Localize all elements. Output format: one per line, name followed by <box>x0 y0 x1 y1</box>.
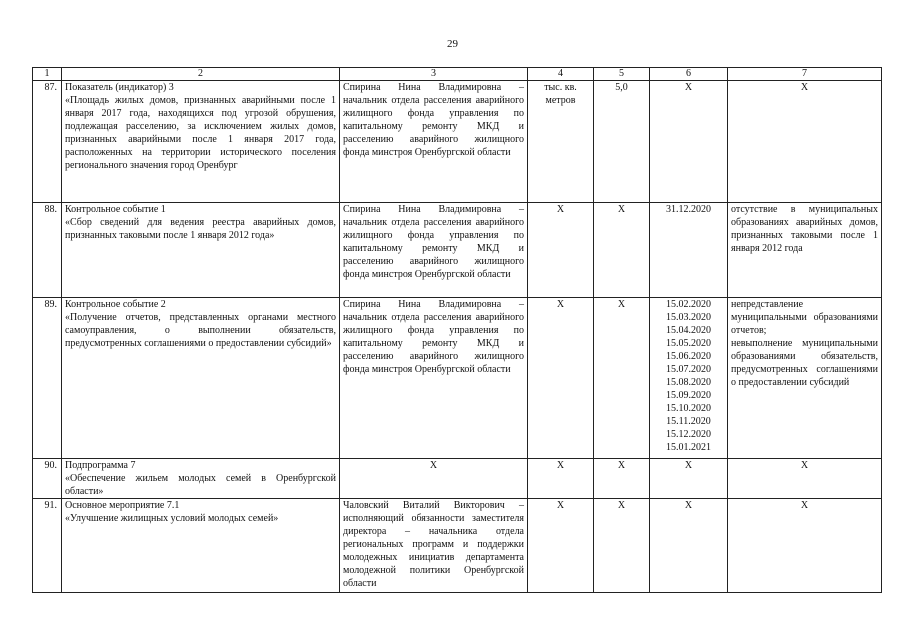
page-number: 29 <box>447 38 458 50</box>
table-row <box>33 81 882 203</box>
column-header: 3 <box>340 68 528 81</box>
responsible-cell: Спирина Нина Владимировна – начальник отдела расселения аварийного жилищного фонда управления по капитальному ремонту МКД и расселению аварийного жилищного фонда минстроя Оренбургской области <box>340 298 528 459</box>
date-cell: 15.02.2020 15.03.2020 15.04.2020 15.05.2020 15.06.2020 15.07.2020 15.08.2020 15.09.2020 15.10.2020 15.11.2020 15.12.2020 15.01.2021 <box>650 298 728 459</box>
value-cell: Х <box>594 499 650 593</box>
indicator-cell: Основное мероприятие 7.1 «Улучшение жилищных условий молодых семей» <box>62 499 340 593</box>
value-cell: 5,0 <box>594 81 650 203</box>
column-header: 4 <box>528 68 594 81</box>
responsible-cell: Спирина Нина Владимировна – начальник отдела расселения аварийного жилищного фонда управления по капитальному ремонту МКД и расселению аварийного жилищного фонда минстроя Оренбургской области <box>340 203 528 298</box>
note-cell: Х <box>728 499 882 593</box>
unit-cell: Х <box>528 298 594 459</box>
table-row <box>33 203 882 298</box>
date-cell: Х <box>650 459 728 499</box>
unit-cell: тыс. кв. метров <box>528 81 594 203</box>
indicator-cell: Контрольное событие 2 «Получение отчетов, представленных органами местного самоуправления, о выполнении обязательств, предусмотренных соглашениями о предоставлении субсидий» <box>62 298 340 459</box>
unit-cell: Х <box>528 499 594 593</box>
note-cell: непредставление муниципальными образованиями отчетов; невыполнение муниципальными образованиями обязательств, предусмотренных соглашениями о предоставлении субсидий <box>728 298 882 459</box>
responsible-cell: Спирина Нина Владимировна – начальник отдела расселения аварийного жилищного фонда управления по капитальному ремонту МКД и расселению аварийного жилищного фонда минстроя Оренбургской области <box>340 81 528 203</box>
note-cell: Х <box>728 459 882 499</box>
column-header: 2 <box>62 68 340 81</box>
column-header: 7 <box>728 68 882 81</box>
note-cell: отсутствие в муниципальных образованиях аварийных домов, признанных таковыми после 1 января 2012 года <box>728 203 882 298</box>
value-cell: Х <box>594 203 650 298</box>
row-number: 91. <box>33 499 62 593</box>
header-row <box>33 68 882 81</box>
column-header: 5 <box>594 68 650 81</box>
date-cell: 31.12.2020 <box>650 203 728 298</box>
unit-cell: Х <box>528 459 594 499</box>
responsible-cell: Чаловский Виталий Викторович – исполняющий обязанности заместителя директора – начальника отдела региональных программ и поддержки молодежных инициатив департамента молодежной политики Оренбургской области <box>340 499 528 593</box>
row-number: 89. <box>33 298 62 459</box>
value-cell: Х <box>594 459 650 499</box>
row-number: 88. <box>33 203 62 298</box>
table-row <box>33 499 882 593</box>
note-cell: Х <box>728 81 882 203</box>
date-cell: Х <box>650 81 728 203</box>
indicator-cell: Показатель (индикатор) 3 «Площадь жилых домов, признанных аварийными после 1 января 2017 года, находящихся под угрозой обрушения, подлежащая расселению, за исключением жилых домов, признанных аварийными после 1 января 2017 года, расположенных на территории исторического поселения регионального значения город Оренбург <box>62 81 340 203</box>
row-number: 87. <box>33 81 62 203</box>
indicator-cell: Подпрограмма 7 «Обеспечение жильем молодых семей в Оренбургской области» <box>62 459 340 499</box>
table-row <box>33 298 882 459</box>
date-cell: Х <box>650 499 728 593</box>
row-number: 90. <box>33 459 62 499</box>
table-row <box>33 459 882 499</box>
column-header: 6 <box>650 68 728 81</box>
indicator-cell: Контрольное событие 1 «Сбор сведений для ведения реестра аварийных домов, признанных таковыми после 1 января 2012 года» <box>62 203 340 298</box>
column-header: 1 <box>33 68 62 81</box>
unit-cell: Х <box>528 203 594 298</box>
plan-table <box>32 67 882 593</box>
value-cell: Х <box>594 298 650 459</box>
responsible-cell: Х <box>340 459 528 499</box>
